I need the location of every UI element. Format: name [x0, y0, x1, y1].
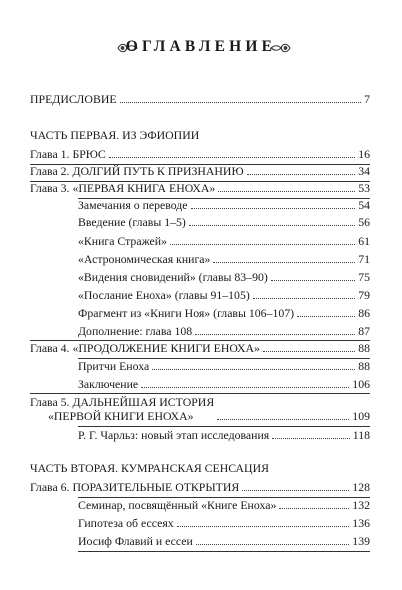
toc-entry-label: Заключение [78, 377, 139, 391]
toc-entry-chapter[interactable] [30, 341, 370, 355]
toc-page-number: 109 [352, 409, 370, 423]
toc-entry-label: Гипотеза об ессеях [78, 516, 174, 530]
dot-leader [189, 224, 355, 226]
dot-leader [196, 543, 349, 545]
fleuron-ornament-icon [270, 40, 292, 56]
part-title: ЧАСТЬ ПЕРВАЯ. ИЗ ЭФИОПИИ [30, 128, 200, 142]
dot-leader [297, 315, 355, 317]
toc-entry-subsection[interactable] [78, 324, 370, 338]
toc-entry-subsection[interactable] [78, 498, 370, 512]
toc-entry-label: Притчи Еноха [78, 359, 150, 373]
toc-entry-label: Глава 3. «ПЕРВАЯ КНИГА ЕНОХА» [30, 181, 216, 195]
dot-leader [191, 207, 356, 209]
toc-entry-chapter[interactable] [30, 181, 370, 195]
toc-entry-subsection[interactable] [78, 198, 370, 212]
dot-leader [120, 101, 362, 103]
toc-entry-subsection[interactable] [78, 252, 370, 266]
toc-entry-subsection[interactable] [78, 534, 370, 548]
dot-leader [152, 368, 355, 370]
dot-leader [272, 437, 350, 439]
toc-entry-label: Глава 2. ДОЛГИЙ ПУТЬ К ПРИЗНАНИЮ [30, 164, 244, 178]
toc-entry-chapter[interactable] [30, 147, 370, 161]
toc-entry-label: Введение (главы 1–5) [78, 215, 186, 229]
toc-page-number: 132 [352, 498, 370, 512]
part-title: ЧАСТЬ ВТОРАЯ. КУМРАНСКАЯ СЕНСАЦИЯ [30, 461, 269, 475]
toc-entry-preface[interactable] [30, 92, 370, 106]
divider [78, 426, 370, 427]
dot-leader [217, 418, 349, 420]
toc-entry-label: Замечания о переводе [78, 198, 188, 212]
contents-header [0, 34, 402, 62]
toc-page-number: 118 [352, 428, 370, 442]
dot-leader [218, 190, 355, 192]
dot-leader [279, 507, 349, 509]
toc-page-number: 86 [358, 306, 370, 320]
toc-entry-subsection[interactable] [78, 215, 370, 229]
toc-entry-label: Р. Г. Чарльз: новый этап исследования [78, 428, 270, 442]
toc-page-number: 136 [352, 516, 370, 530]
toc-entry-subsection[interactable] [78, 234, 370, 248]
dot-leader [242, 489, 349, 491]
toc-page-number: 53 [358, 181, 370, 195]
dot-leader [271, 279, 355, 281]
toc-page-number: 139 [352, 534, 370, 548]
toc-entry-subsection[interactable] [78, 270, 370, 284]
dot-leader [170, 243, 355, 245]
toc-page-number: 56 [358, 215, 370, 229]
toc-page-number: 128 [352, 480, 370, 494]
toc-entry-label [30, 395, 214, 423]
divider [30, 393, 370, 394]
toc-page-number: 88 [358, 359, 370, 373]
toc-entry-label: Семинар, посвящённый «Книге Еноха» [78, 498, 277, 512]
toc-entry-label-line: «ПЕРВОЙ КНИГИ ЕНОХА» [48, 409, 194, 423]
toc-entry-label: Глава 4. «ПРОДОЛЖЕНИЕ КНИГИ ЕНОХА» [30, 341, 260, 355]
toc-entry-chapter[interactable] [30, 395, 370, 423]
toc-entry-label: «Книга Стражей» [78, 234, 168, 248]
toc-entry-label-line: Глава 5. ДАЛЬНЕЙШАЯ ИСТОРИЯ [30, 395, 215, 409]
toc-page-number: 54 [358, 198, 370, 212]
toc-page-number: 87 [358, 324, 370, 338]
toc-page-number: 71 [358, 252, 370, 266]
dot-leader [141, 386, 349, 388]
dot-leader [177, 525, 350, 527]
toc-page-number: 79 [358, 288, 370, 302]
toc-entry-label: Глава 1. БРЮС [30, 147, 106, 161]
toc-entry-label: Дополнение: глава 108 [78, 324, 193, 338]
toc-entry-label: «Видения сновидений» (главы 83–90) [78, 270, 268, 284]
toc-entry-subsection[interactable] [78, 428, 370, 442]
toc-entry-label: «Послание Еноха» (главы 91–105) [78, 288, 250, 302]
dot-leader [109, 156, 355, 158]
toc-entry-subsection[interactable] [78, 288, 370, 302]
toc-entry-label: «Астрономическая книга» [78, 252, 211, 266]
toc-entry-label: Глава 6. ПОРАЗИТЕЛЬНЫЕ ОТКРЫТИЯ [30, 480, 240, 494]
toc-page-number: 88 [358, 341, 370, 355]
toc-entry-chapter[interactable] [30, 480, 370, 494]
toc-page-number: 16 [358, 147, 370, 161]
toc-entry-subsection[interactable] [78, 516, 370, 530]
contents-title: ОГЛАВЛЕНИЕ [125, 38, 277, 55]
toc-entry-subsection[interactable] [78, 306, 370, 320]
toc-entry-label: Фрагмент из «Книги Ноя» (главы 106–107) [78, 306, 295, 320]
toc-entry-chapter[interactable] [30, 164, 370, 178]
divider [78, 551, 370, 552]
dot-leader [195, 333, 355, 335]
toc-page-number: 34 [358, 164, 370, 178]
toc-page-number: 61 [358, 234, 370, 248]
dot-leader [247, 173, 356, 175]
toc-page-number: 7 [364, 92, 370, 106]
toc-page-number: 106 [352, 377, 370, 391]
toc-entry-subsection[interactable] [78, 377, 370, 391]
dot-leader [213, 261, 355, 263]
dot-leader [253, 297, 355, 299]
toc-entry-subsection[interactable] [78, 359, 370, 373]
toc-page-number: 75 [358, 270, 370, 284]
dot-leader [263, 350, 355, 352]
toc-entry-label: ПРЕДИСЛОВИЕ [30, 92, 117, 106]
toc-entry-label: Иосиф Флавий и ессеи [78, 534, 193, 548]
